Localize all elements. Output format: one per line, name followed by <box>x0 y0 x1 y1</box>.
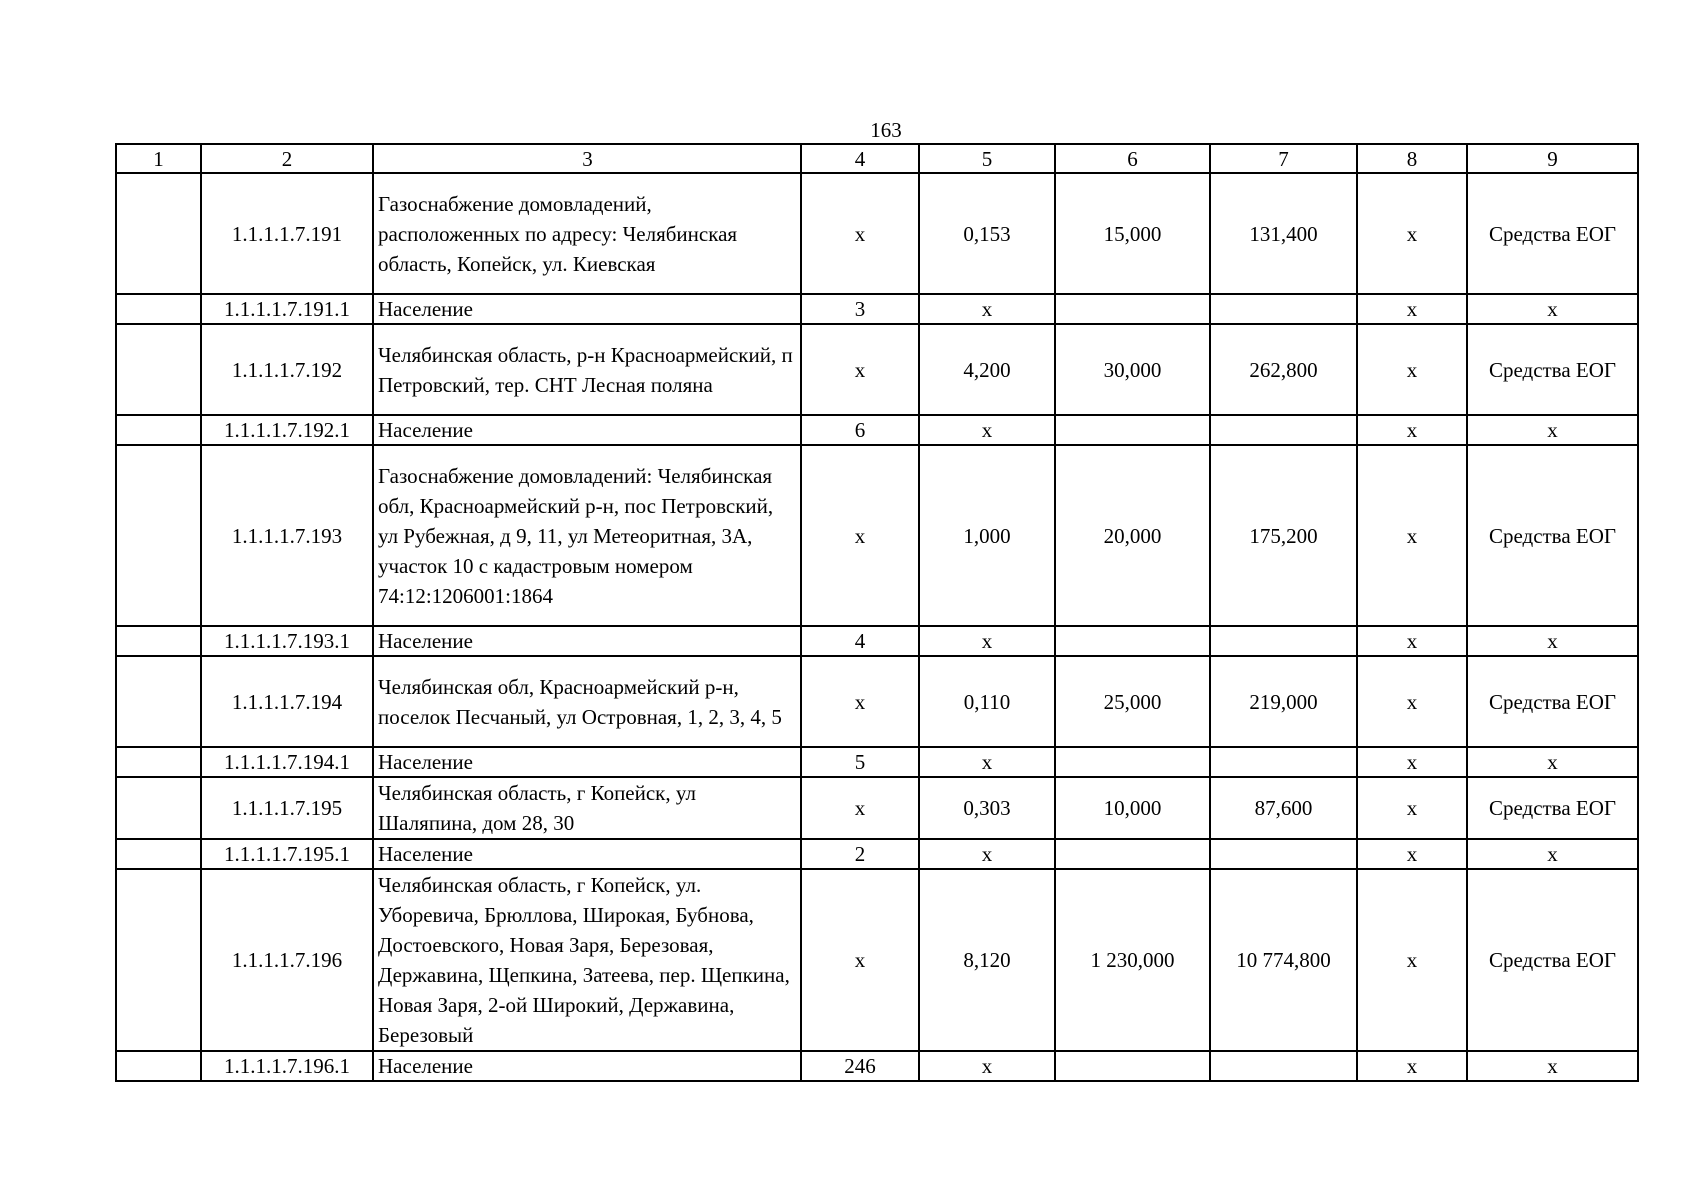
column-header: 9 <box>1467 144 1638 173</box>
cell-col6: 30,000 <box>1055 324 1210 415</box>
column-header: 5 <box>919 144 1055 173</box>
cell-code: 1.1.1.1.7.192.1 <box>201 415 373 445</box>
column-header: 4 <box>801 144 919 173</box>
column-header: 7 <box>1210 144 1357 173</box>
cell-number <box>116 777 201 839</box>
cell-col8: х <box>1357 294 1467 324</box>
cell-col8: х <box>1357 656 1467 747</box>
cell-code: 1.1.1.1.7.194 <box>201 656 373 747</box>
cell-number <box>116 445 201 626</box>
cell-code: 1.1.1.1.7.191.1 <box>201 294 373 324</box>
cell-col7 <box>1210 415 1357 445</box>
cell-col8: х <box>1357 415 1467 445</box>
cell-col4: х <box>801 777 919 839</box>
cell-source: Средства ЕОГ <box>1467 445 1638 626</box>
cell-col6: 25,000 <box>1055 656 1210 747</box>
table-row <box>116 445 1638 626</box>
column-header: 3 <box>373 144 801 173</box>
cell-col4: х <box>801 656 919 747</box>
cell-col7 <box>1210 626 1357 656</box>
cell-col6 <box>1055 839 1210 869</box>
cell-col4: 4 <box>801 626 919 656</box>
column-header: 8 <box>1357 144 1467 173</box>
column-header: 1 <box>116 144 201 173</box>
cell-col4: 6 <box>801 415 919 445</box>
cell-col4: 3 <box>801 294 919 324</box>
table-row <box>116 415 1638 445</box>
table-row <box>116 747 1638 777</box>
cell-col8: х <box>1357 777 1467 839</box>
cell-col7 <box>1210 747 1357 777</box>
cell-number <box>116 626 201 656</box>
cell-code: 1.1.1.1.7.196 <box>201 869 373 1051</box>
cell-col4: 2 <box>801 839 919 869</box>
cell-col8: х <box>1357 1051 1467 1081</box>
cell-col5: 1,000 <box>919 445 1055 626</box>
cell-col8: х <box>1357 869 1467 1051</box>
cell-description: Население <box>373 1051 801 1081</box>
table-row <box>116 777 1638 839</box>
cell-number <box>116 656 201 747</box>
cell-col5: х <box>919 294 1055 324</box>
cell-number <box>116 294 201 324</box>
cell-description: Население <box>373 747 801 777</box>
cell-description: Газоснабжение домовладений: Челябинская обл, Красноармейский р-н, пос Петровский, ул Рубежная, д 9, 11, ул Метеоритная, 3А, участок 10 с кадастровым номером 74:12:1206001:1864 <box>373 445 801 626</box>
cell-col4: х <box>801 869 919 1051</box>
cell-description: Население <box>373 415 801 445</box>
cell-source: Средства ЕОГ <box>1467 173 1638 294</box>
cell-col5: х <box>919 747 1055 777</box>
cell-col6 <box>1055 747 1210 777</box>
cell-col7 <box>1210 1051 1357 1081</box>
cell-code: 1.1.1.1.7.195 <box>201 777 373 839</box>
cell-col5: х <box>919 415 1055 445</box>
cell-col6: 10,000 <box>1055 777 1210 839</box>
cell-col5: 8,120 <box>919 869 1055 1051</box>
cell-col4: 246 <box>801 1051 919 1081</box>
cell-code: 1.1.1.1.7.196.1 <box>201 1051 373 1081</box>
cell-col7: 87,600 <box>1210 777 1357 839</box>
cell-col4: х <box>801 445 919 626</box>
cell-col8: х <box>1357 839 1467 869</box>
cell-col7: 175,200 <box>1210 445 1357 626</box>
cell-col8: х <box>1357 173 1467 294</box>
table-row <box>116 294 1638 324</box>
cell-col7: 219,000 <box>1210 656 1357 747</box>
cell-description: Челябинская обл, Красноармейский р-н, поселок Песчаный, ул Островная, 1, 2, 3, 4, 5 <box>373 656 801 747</box>
cell-col8: х <box>1357 324 1467 415</box>
cell-col5: х <box>919 626 1055 656</box>
cell-col7: 262,800 <box>1210 324 1357 415</box>
cell-col8: х <box>1357 445 1467 626</box>
table-row <box>116 839 1638 869</box>
cell-col5: х <box>919 1051 1055 1081</box>
cell-description: Население <box>373 294 801 324</box>
cell-description: Челябинская область, р-н Красноармейский, п Петровский, тер. СНТ Лесная поляна <box>373 324 801 415</box>
table-header-row <box>116 144 1638 173</box>
cell-source: х <box>1467 839 1638 869</box>
table-row <box>116 626 1638 656</box>
table-row <box>116 173 1638 294</box>
cell-source: Средства ЕОГ <box>1467 869 1638 1051</box>
cell-col5: 4,200 <box>919 324 1055 415</box>
cell-col5: х <box>919 839 1055 869</box>
cell-col5: 0,110 <box>919 656 1055 747</box>
table-row <box>116 869 1638 1051</box>
cell-col5: 0,303 <box>919 777 1055 839</box>
cell-number <box>116 173 201 294</box>
cell-col6 <box>1055 294 1210 324</box>
cell-source: Средства ЕОГ <box>1467 777 1638 839</box>
cell-number <box>116 839 201 869</box>
table-row <box>116 656 1638 747</box>
cell-col4: х <box>801 324 919 415</box>
cell-col7: 10 774,800 <box>1210 869 1357 1051</box>
cell-source: х <box>1467 294 1638 324</box>
cell-col6 <box>1055 626 1210 656</box>
cell-code: 1.1.1.1.7.193.1 <box>201 626 373 656</box>
cell-code: 1.1.1.1.7.194.1 <box>201 747 373 777</box>
cell-code: 1.1.1.1.7.192 <box>201 324 373 415</box>
cell-col7: 131,400 <box>1210 173 1357 294</box>
page-number: 163 <box>870 118 902 142</box>
cell-description: Население <box>373 839 801 869</box>
cell-col4: 5 <box>801 747 919 777</box>
cell-description: Челябинская область, г Копейск, ул. Уборевича, Брюллова, Широкая, Бубнова, Достоевского, Новая Заря, Березовая, Державина, Щепкина, Затеева, пер. Щепкина, Новая Заря, 2-ой Широкий, Державина, Березовый <box>373 869 801 1051</box>
cell-number <box>116 747 201 777</box>
cell-source: Средства ЕОГ <box>1467 656 1638 747</box>
cell-col7 <box>1210 839 1357 869</box>
cell-code: 1.1.1.1.7.193 <box>201 445 373 626</box>
cell-col4: х <box>801 173 919 294</box>
cell-number <box>116 415 201 445</box>
cell-col8: х <box>1357 747 1467 777</box>
cell-description: Челябинская область, г Копейск, ул Шаляпина, дом 28, 30 <box>373 777 801 839</box>
cell-description: Газоснабжение домовладений, расположенных по адресу: Челябинская область, Копейск, ул. Киевская <box>373 173 801 294</box>
table-row <box>116 324 1638 415</box>
cell-col7 <box>1210 294 1357 324</box>
cell-col6: 20,000 <box>1055 445 1210 626</box>
cell-source: х <box>1467 415 1638 445</box>
table-row <box>116 1051 1638 1081</box>
cell-col6 <box>1055 415 1210 445</box>
cell-code: 1.1.1.1.7.191 <box>201 173 373 294</box>
cell-description: Население <box>373 626 801 656</box>
cell-col5: 0,153 <box>919 173 1055 294</box>
column-header: 2 <box>201 144 373 173</box>
cell-col6 <box>1055 1051 1210 1081</box>
cell-code: 1.1.1.1.7.195.1 <box>201 839 373 869</box>
cell-col8: х <box>1357 626 1467 656</box>
cell-source: х <box>1467 747 1638 777</box>
cell-number <box>116 324 201 415</box>
cell-source: х <box>1467 1051 1638 1081</box>
cell-col6: 15,000 <box>1055 173 1210 294</box>
cell-col6: 1 230,000 <box>1055 869 1210 1051</box>
cell-number <box>116 1051 201 1081</box>
data-table <box>115 143 1639 1082</box>
cell-source: х <box>1467 626 1638 656</box>
cell-source: Средства ЕОГ <box>1467 324 1638 415</box>
cell-number <box>116 869 201 1051</box>
column-header: 6 <box>1055 144 1210 173</box>
